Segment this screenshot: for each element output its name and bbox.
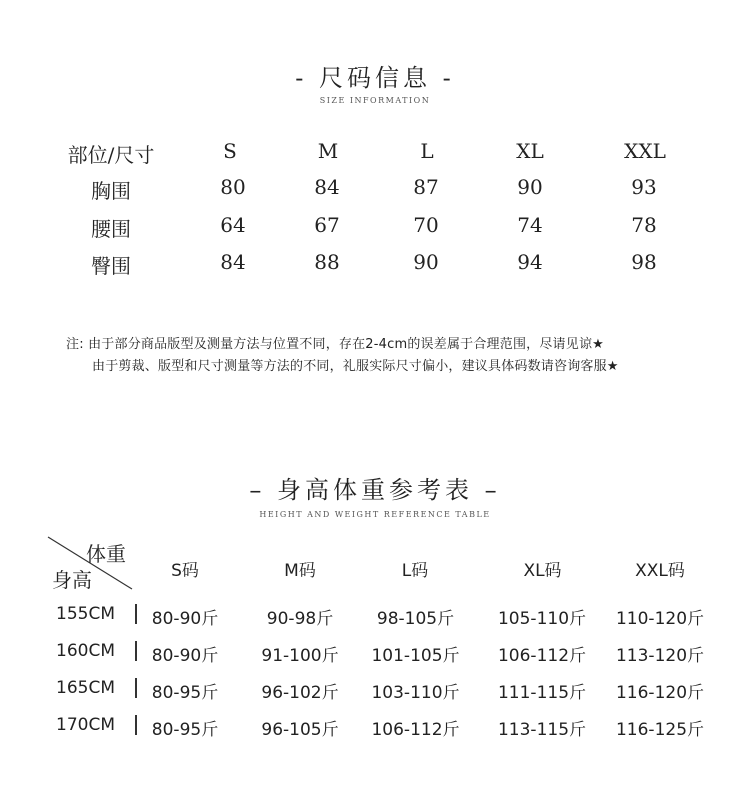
weight-cell: 116-125斤 — [615, 720, 705, 740]
corner-height-label: 身高 — [52, 568, 92, 592]
corner-weight-label: 体重 — [86, 542, 126, 566]
height-cell: 170CM — [56, 715, 115, 735]
row-value: 67 — [314, 213, 340, 237]
row-value: 70 — [413, 213, 439, 237]
row-separator — [135, 678, 137, 698]
weight-cell: 106-112斤 — [497, 646, 587, 666]
header-size-m: M — [317, 139, 339, 163]
row-value: 64 — [220, 213, 246, 237]
row-value: 87 — [413, 175, 439, 199]
header-m: M码 — [284, 561, 316, 581]
height-cell: 165CM — [56, 678, 115, 698]
weight-cell: 113-120斤 — [615, 646, 705, 666]
row-value: 90 — [517, 175, 543, 199]
weight-cell: 106-112斤 — [371, 720, 460, 740]
row-value: 80 — [220, 175, 246, 199]
reference-title: – 身高体重参考表 – — [249, 476, 501, 504]
row-value: 84 — [220, 250, 246, 274]
header-size-s: S — [223, 139, 237, 163]
height-cell: 160CM — [56, 641, 115, 661]
header-size-xxl: XXL — [624, 139, 666, 163]
header-size-xl: XL — [516, 139, 544, 163]
row-value: 93 — [631, 175, 657, 199]
row-value: 90 — [413, 250, 439, 274]
weight-cell: 110-120斤 — [615, 609, 705, 629]
row-label: 腰围 — [91, 217, 131, 241]
header-s: S码 — [171, 561, 199, 581]
row-value: 74 — [517, 213, 543, 237]
header-l: L码 — [401, 561, 429, 581]
weight-cell: 113-115斤 — [497, 720, 587, 740]
size-info-subtitle: SIZE INFORMATION — [319, 96, 431, 105]
row-label: 臀围 — [91, 254, 131, 278]
weight-cell: 80-90斤 — [151, 646, 219, 666]
row-separator — [135, 641, 137, 661]
weight-cell: 91-100斤 — [261, 646, 339, 666]
weight-cell: 105-110斤 — [497, 609, 587, 629]
reference-subtitle: HEIGHT AND WEIGHT REFERENCE TABLE — [259, 510, 491, 519]
weight-cell: 96-105斤 — [261, 720, 339, 740]
weight-cell: 101-105斤 — [371, 646, 460, 666]
weight-cell: 116-120斤 — [615, 683, 705, 703]
row-value: 94 — [517, 250, 543, 274]
row-separator — [135, 604, 137, 624]
weight-cell: 96-102斤 — [261, 683, 339, 703]
size-info-title: - 尺码信息 - — [295, 64, 455, 92]
size-note-2: 由于剪裁、版型和尺寸测量等方法的不同，礼服实际尺寸偏小，建议具体码数请咨询客服★ — [92, 359, 619, 374]
weight-cell: 111-115斤 — [497, 683, 587, 703]
row-value: 88 — [314, 250, 340, 274]
size-note-1: 注: 由于部分商品版型及测量方法与位置不同，存在2-4cm的误差属于合理范围，尽请见谅★ — [66, 337, 605, 352]
row-value: 78 — [631, 213, 657, 237]
weight-cell: 80-95斤 — [151, 720, 219, 740]
row-value: 84 — [314, 175, 340, 199]
weight-cell: 80-90斤 — [151, 609, 219, 629]
header-part-size: 部位/尺寸 — [67, 143, 155, 167]
header-xxl: XXL码 — [635, 561, 685, 581]
weight-cell: 98-105斤 — [376, 609, 455, 629]
weight-cell: 103-110斤 — [371, 683, 460, 703]
header-xl: XL码 — [523, 561, 562, 581]
row-label: 胸围 — [91, 179, 131, 203]
row-value: 98 — [631, 250, 657, 274]
height-cell: 155CM — [56, 604, 115, 624]
weight-cell: 80-95斤 — [151, 683, 219, 703]
row-separator — [135, 715, 137, 735]
header-size-l: L — [420, 139, 434, 163]
weight-cell: 90-98斤 — [266, 609, 334, 629]
